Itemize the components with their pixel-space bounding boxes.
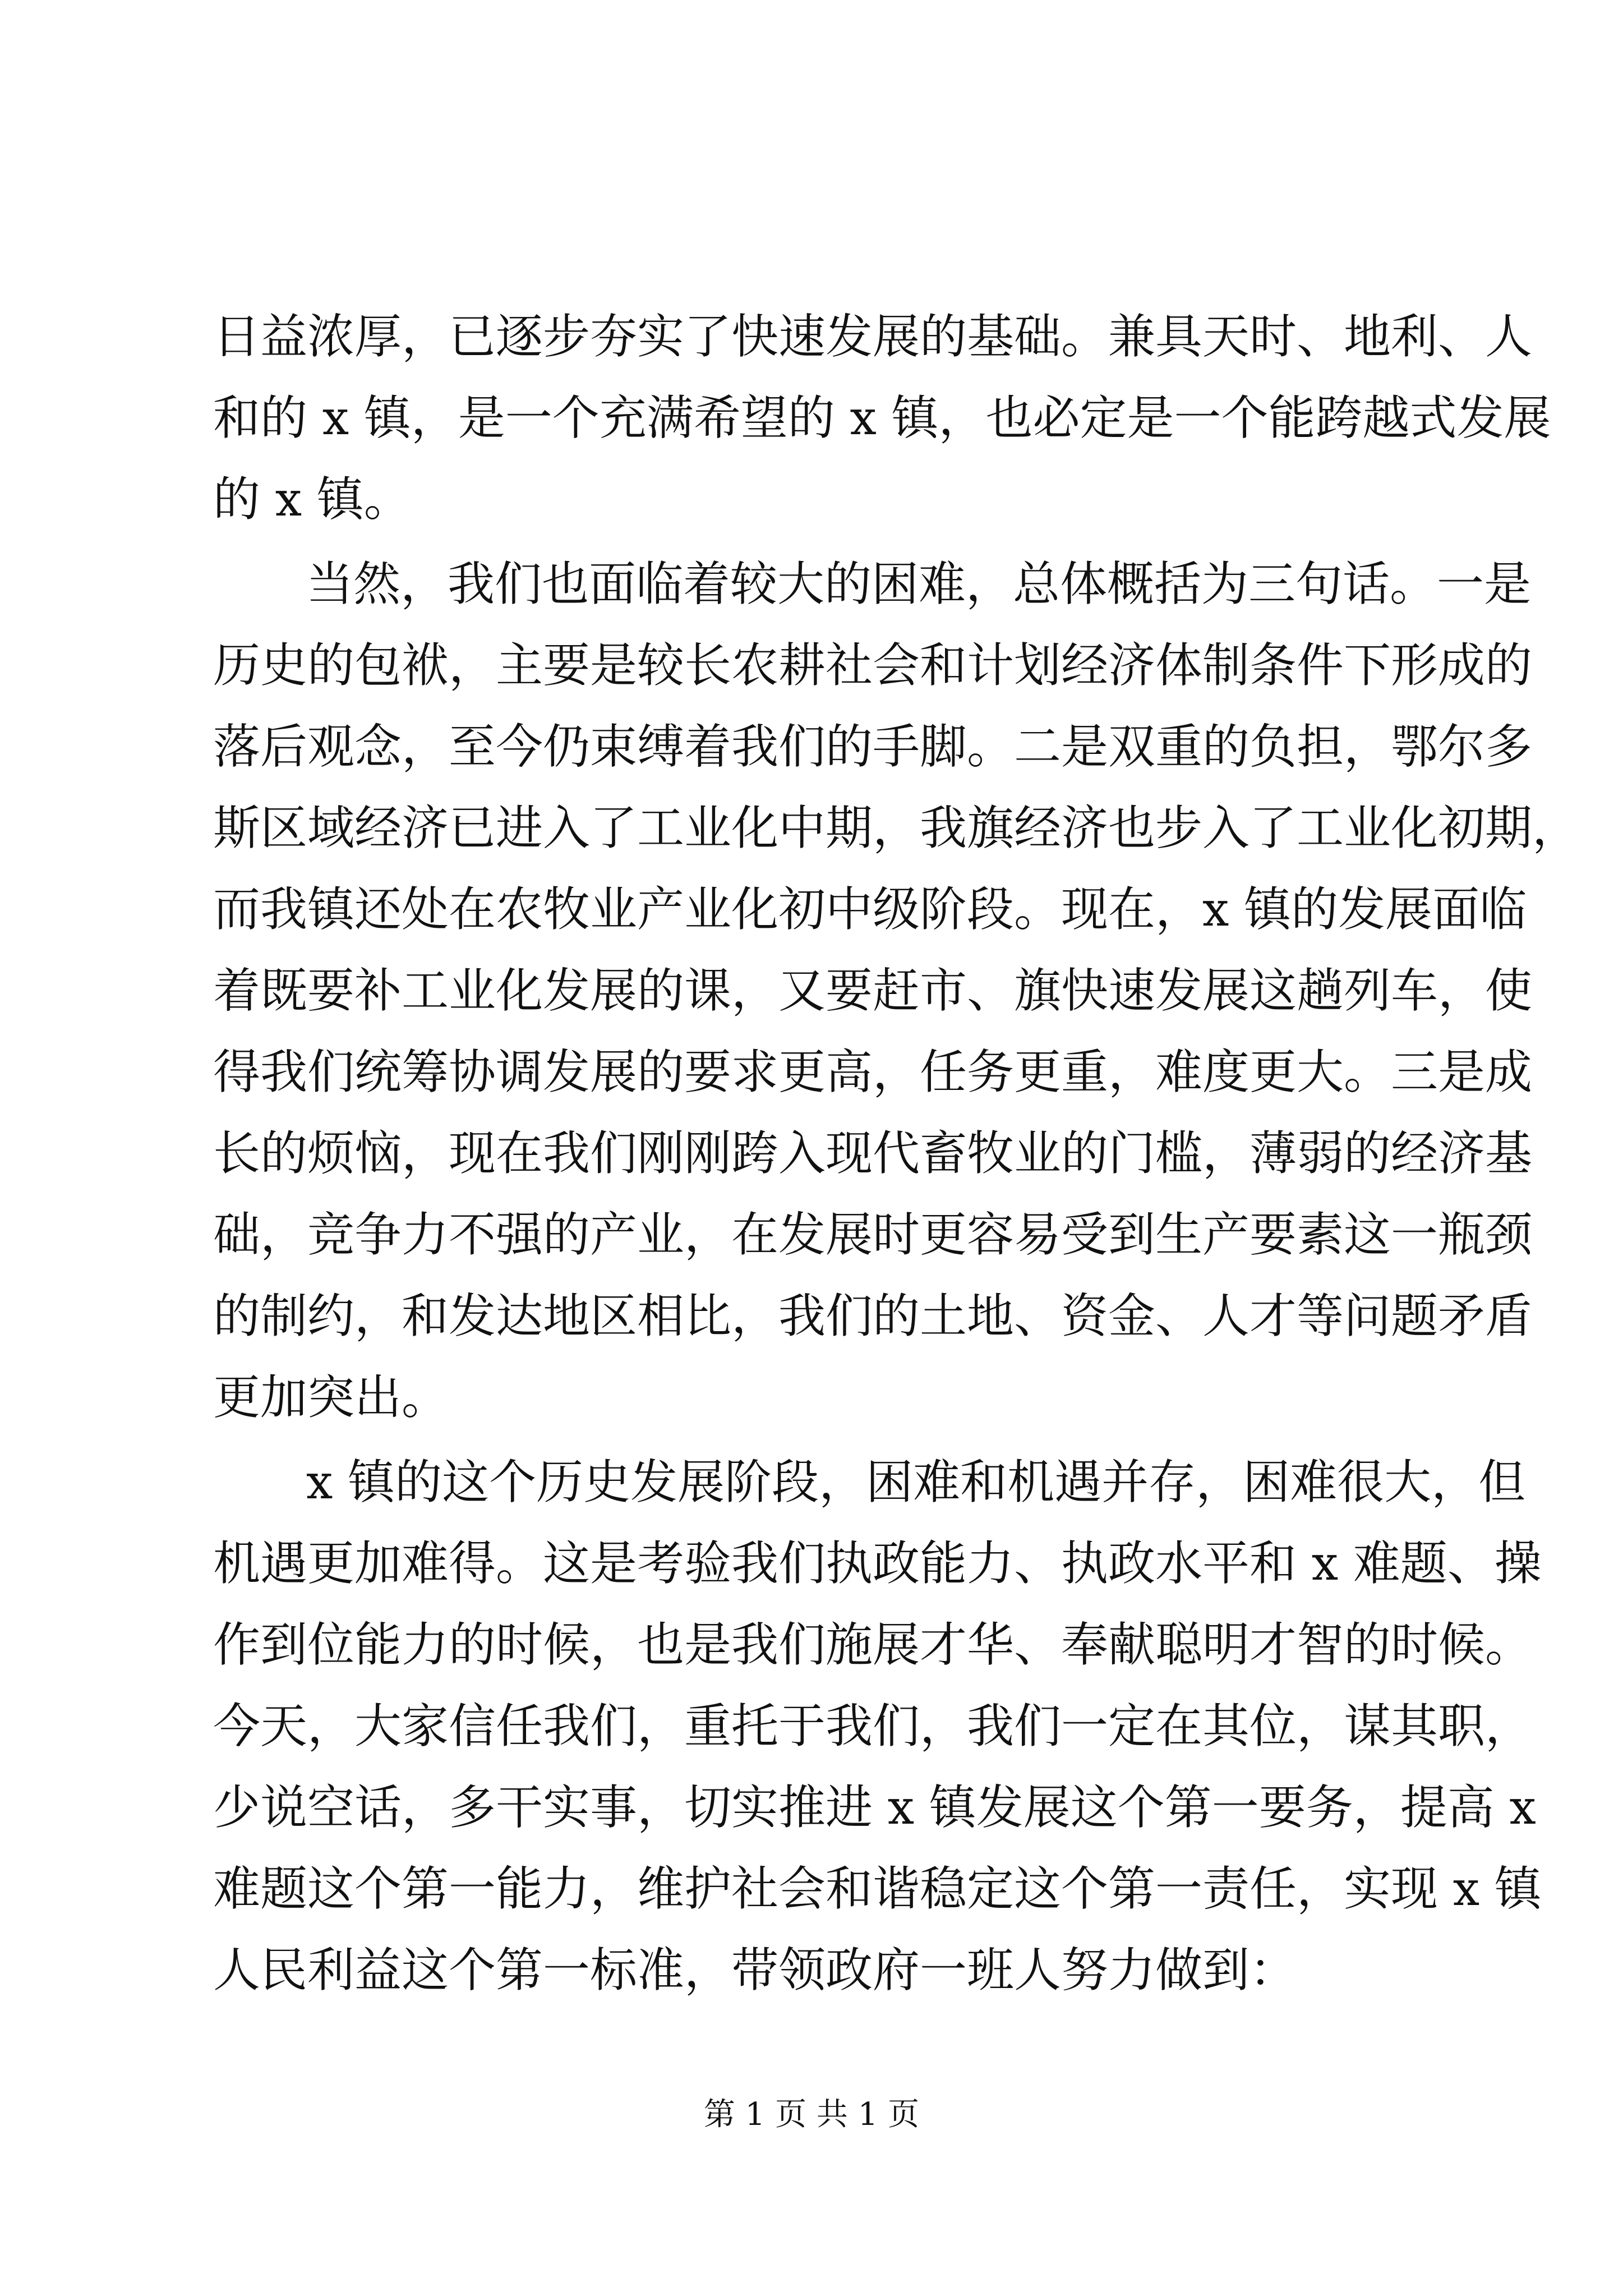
text-line: 人民利益这个第一标准，带领政府一班人努力做到： xyxy=(213,1943,1297,1998)
text-line: 础，竞争力不强的产业，在发展时更容易受到生产要素这一瓶颈 xyxy=(213,1207,1533,1262)
text-line: 的制约，和发达地区相比，我们的土地、资金、人才等问题矛盾 xyxy=(213,1289,1533,1343)
text-line: 少说空话，多干实事，切实推进 x 镇发展这个第一要务，提高 x xyxy=(213,1780,1536,1835)
page-number-label: 第 1 页 共 1 页 xyxy=(703,2096,920,2133)
text-line: 今天，大家信任我们，重托于我们，我们一定在其位，谋其职， xyxy=(213,1699,1533,1754)
text-line: x 镇的这个历史发展阶段，困难和机遇并存，困难很大，但 xyxy=(306,1455,1526,1510)
text-line: 机遇更加难得。这是考验我们执政能力、执政水平和 x 难题、操 xyxy=(213,1536,1542,1591)
text-line: 历史的包袱，主要是较长农耕社会和计划经济体制条件下形成的 xyxy=(213,638,1533,693)
paragraph-3 xyxy=(213,1442,1542,2011)
text-line: 的 x 镇。 xyxy=(213,472,411,527)
text-line: 和的 x 镇，是一个充满希望的 x 镇，也必定是一个能跨越式发展 xyxy=(213,390,1551,445)
paragraph-2 xyxy=(213,544,1580,1438)
text-line: 当然，我们也面临着较大的困难，总体概括为三句话。一是 xyxy=(306,556,1532,611)
page-footer xyxy=(0,2092,1623,2137)
text-line: 日益浓厚，已逐步夯实了快速发展的基础。兼具天时、地利、人 xyxy=(213,309,1533,364)
body-text xyxy=(213,296,1580,2014)
text-line: 难题这个第一能力，维护社会和谐稳定这个第一责任，实现 x 镇 xyxy=(213,1861,1542,1916)
text-line: 着既要补工业化发展的课，又要赶市、旗快速发展这趟列车，使 xyxy=(213,963,1533,1018)
paragraph-1 xyxy=(213,296,1551,540)
text-line: 斯区域经济已进入了工业化中期，我旗经济也步入了工业化初期， xyxy=(213,800,1580,855)
text-line: 作到位能力的时候，也是我们施展才华、奉献聪明才智的时候。 xyxy=(213,1617,1533,1672)
text-line: 得我们统筹协调发展的要求更高，任务更重，难度更大。三是成 xyxy=(213,1045,1533,1099)
text-line: 更加突出。 xyxy=(213,1370,449,1425)
text-line: 落后观念，至今仍束缚着我们的手脚。二是双重的负担，鄂尔多 xyxy=(213,719,1533,774)
text-line: 而我镇还处在农牧业产业化初中级阶段。现在，x 镇的发展面临 xyxy=(213,882,1527,937)
text-line: 长的烦恼，现在我们刚刚跨入现代畜牧业的门槛，薄弱的经济基 xyxy=(213,1126,1533,1181)
